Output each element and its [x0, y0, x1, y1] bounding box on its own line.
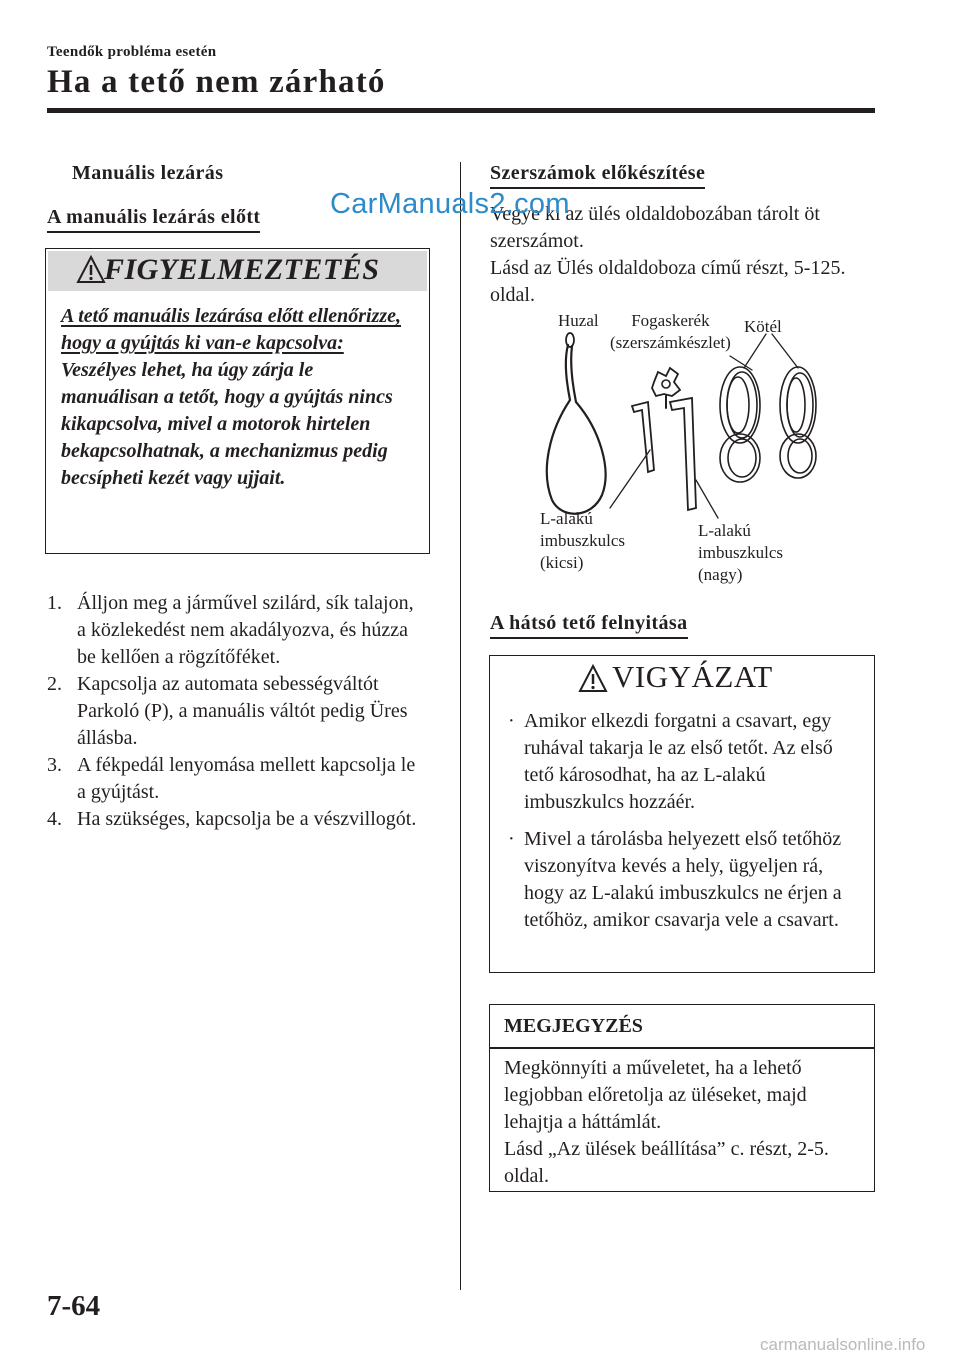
note-box — [489, 1004, 875, 1192]
figure-label-hex-key-small: L-alakú imbuszkulcs (kicsi) — [540, 509, 625, 572]
header-rule — [47, 108, 875, 113]
caution-title: VIGYÁZAT — [612, 659, 773, 694]
warning-box — [45, 248, 430, 554]
gear-icon — [652, 368, 680, 408]
bullet-icon: · — [508, 710, 515, 732]
step-item — [47, 671, 427, 752]
step-number: 2. — [47, 673, 62, 695]
section-heading-tools: Szerszámok előkészítése — [490, 162, 705, 189]
page-title: Ha a tető nem zárható — [47, 64, 386, 100]
warning-body — [61, 303, 416, 492]
warning-title: FIGYELMEZTETÉS — [104, 253, 380, 286]
figure-label-gear: Fogaskerék (szerszámkészlet) — [610, 311, 731, 352]
hex-key-small-icon — [632, 402, 654, 472]
section-heading-rear-roof: A hátsó tető felnyitása — [490, 612, 688, 639]
caution-list — [504, 708, 864, 944]
caution-box — [489, 655, 875, 973]
caution-item — [504, 708, 864, 816]
page-number: 7-64 — [47, 1290, 101, 1322]
hex-key-large-icon — [670, 398, 696, 510]
warning-underlined-text: A tető manuális lezárása előtt ellenőrizze, hogy a gyújtás ki van-e kapcsolva: — [61, 305, 402, 354]
warning-banner — [48, 251, 427, 291]
step-text: Álljon meg a járművel szilárd, sík talajon, a közlekedést nem akadályozva, és húzza be kellően a rögzítőféket. — [77, 592, 414, 668]
caution-triangle-icon — [578, 664, 608, 694]
caution-item — [504, 826, 864, 934]
wire-icon — [547, 333, 606, 514]
warning-text: Veszélyes lehet, ha úgy zárja le manuálisan a tetőt, hogy a gyújtás nincs kikapcsolva, mivel a motorok hirtelen bekapcsolhatnak, a mechanizmus pedig becsípheti kezét vagy ujjait. — [61, 359, 393, 489]
figure-label-hex-key-large: L-alakú imbuszkulcs (nagy) — [698, 521, 783, 584]
figure-label-rope: Kötél — [744, 317, 782, 336]
tools-text: Vegye ki az ülés oldaldobozában tárolt öt szerszámot. Lásd az Ülés oldaldoboza című részt, 5-125. oldal. — [490, 203, 846, 306]
step-item — [47, 590, 427, 671]
step-text: Ha szükséges, kapcsolja be a vészvillogót. — [77, 808, 417, 830]
step-text: Kapcsolja az automata sebességváltót Parkoló (P), a manuális váltót pedig Üres állásba. — [77, 673, 408, 749]
chapter-label: Teendők probléma esetén — [47, 44, 217, 60]
step-number: 4. — [47, 808, 62, 830]
step-number: 3. — [47, 754, 62, 776]
step-number: 1. — [47, 592, 62, 614]
note-text: Megkönnyíti a műveletet, ha a lehető legjobban előretolja az üléseket, majd lehajtja a háttámlát. Lásd „Az ülések beállítása” c. részt, 2-5. oldal. — [504, 1057, 829, 1187]
step-item — [47, 752, 427, 806]
step-text: A fékpedál lenyomása mellett kapcsolja le a gyújtást. — [77, 754, 416, 803]
watermark-top: CarManuals2.com — [330, 188, 570, 220]
note-title: MEGJEGYZÉS — [504, 1015, 643, 1037]
note-rule — [490, 1047, 874, 1049]
bullet-icon: · — [508, 828, 515, 850]
watermark-bottom: carmanualsonline.info — [760, 1335, 926, 1354]
rope-icon — [720, 367, 816, 482]
warning-triangle-icon — [76, 255, 106, 285]
caution-item-text: Mivel a tárolásba helyezett első tetőhöz viszonyítva kevés a hely, ügyeljen rá, hogy az L-alakú imbuszkulcs ne érjen a tetőhöz, amikor csavarja vele a csavart. — [524, 828, 842, 931]
section-subheading: Manuális lezárás — [72, 162, 224, 184]
figure-label-wire: Huzal — [558, 311, 599, 330]
tools-figure — [530, 310, 830, 590]
section-heading-before-closing: A manuális lezárás előtt — [47, 206, 260, 233]
column-divider — [460, 162, 461, 1290]
caution-item-text: Amikor elkezdi forgatni a csavart, egy ruhával takarja le az első tetőt. Az első tető károsodhat, ha az L-alakú imbuszkulcs hozzáér. — [524, 710, 833, 813]
steps-list — [47, 590, 427, 833]
step-item — [47, 806, 427, 833]
